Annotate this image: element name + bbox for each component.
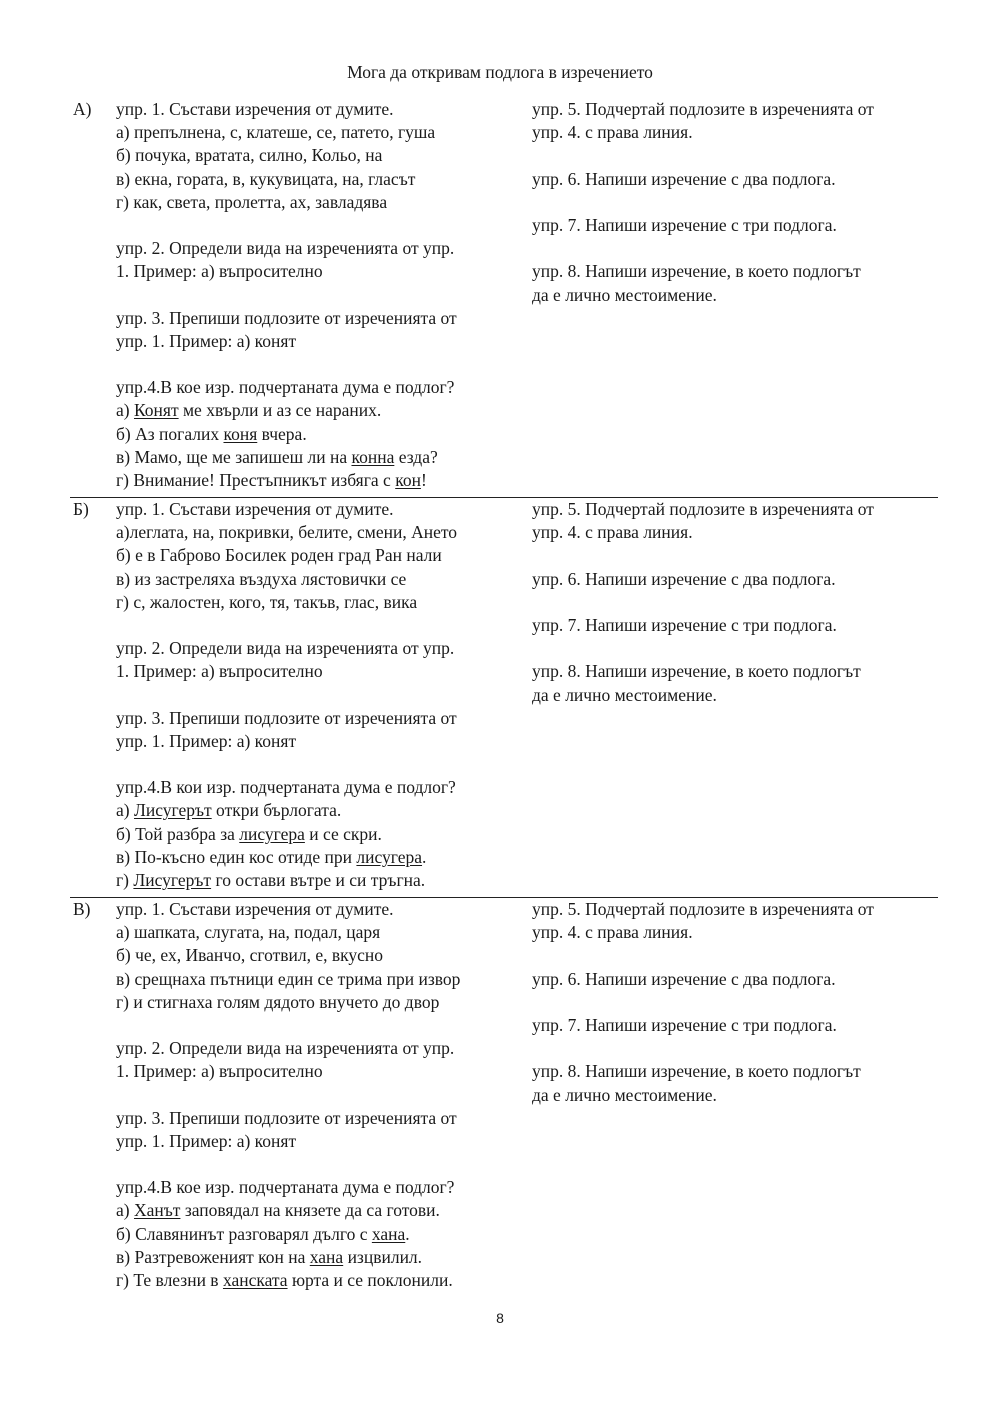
underlined-word: Лисугерът xyxy=(133,870,212,890)
text-segment: упр. 2. Определи вида на изреченията от упр. xyxy=(116,238,455,259)
text-segment: 1. Пример: а) въпросително xyxy=(116,261,323,282)
blank-line xyxy=(532,191,938,214)
text-line xyxy=(116,521,526,544)
text-segment: упр. 2. Определи вида на изреченията от упр. xyxy=(116,638,455,659)
text-line xyxy=(532,168,938,191)
left-column xyxy=(116,898,526,1292)
text-line xyxy=(532,660,938,683)
text-segment: откри бърлогата. xyxy=(211,800,342,821)
text-segment: б) Аз погалих xyxy=(116,423,224,444)
text-segment: в) екна, гората, в, кукувицата, на, гласът xyxy=(116,168,416,189)
text-segment: упр. 7. Напиши изречение с три подлога. xyxy=(532,614,837,635)
text-segment: ! xyxy=(420,470,427,490)
text-segment: изцвилил. xyxy=(343,1246,423,1267)
right-column xyxy=(532,498,938,707)
text-line xyxy=(116,121,526,144)
blank-line xyxy=(532,944,938,967)
section-b xyxy=(70,497,938,898)
blank-line xyxy=(532,1037,938,1060)
text-segment: . xyxy=(405,1223,410,1244)
text-line xyxy=(116,446,526,469)
text-segment: б) Славянинът разговарял дълго с xyxy=(116,1223,372,1244)
text-line xyxy=(116,823,526,846)
text-segment: упр.4.В кое изр. подчертаната дума е подлог? xyxy=(116,377,455,398)
text-line xyxy=(532,260,938,283)
underlined-word: кон xyxy=(395,470,421,490)
text-segment: и се скри. xyxy=(304,823,382,844)
text-line xyxy=(532,1084,938,1107)
text-segment: . xyxy=(422,846,427,867)
text-line xyxy=(116,399,526,422)
text-line xyxy=(532,1014,938,1037)
blank-line xyxy=(532,144,938,167)
text-segment: в) из застреляха въздуха лястовички се xyxy=(116,568,407,589)
text-line xyxy=(116,260,526,283)
text-segment: упр. 4. с права линия. xyxy=(532,522,693,543)
text-segment: упр. 5. Подчертай подлозите в изреченията от xyxy=(532,499,874,519)
text-segment: упр. 2. Определи вида на изреченията от упр. xyxy=(116,1038,455,1059)
text-line xyxy=(116,307,526,330)
text-line xyxy=(532,968,938,991)
text-segment: б) че, ех, Иванчо, сготвил, е, вкусно xyxy=(116,945,384,966)
text-segment: упр. 5. Подчертай подлозите в изреченията от xyxy=(532,99,874,119)
text-line xyxy=(116,1107,526,1130)
underlined-word: лисугера xyxy=(356,846,423,867)
text-line xyxy=(116,1037,526,1060)
text-segment: в) Мамо, ще ме запишеш ли на xyxy=(116,446,352,467)
section-c xyxy=(70,897,938,1298)
underlined-word: Конят xyxy=(133,400,179,421)
text-line xyxy=(116,591,526,614)
text-line xyxy=(532,684,938,707)
text-segment: упр. 1. Пример: а) конят xyxy=(116,1130,297,1151)
text-line xyxy=(532,98,938,121)
text-line xyxy=(116,921,526,944)
text-segment: упр. 7. Напиши изречение с три подлога. xyxy=(532,214,837,235)
section-label: Б) xyxy=(73,499,89,519)
text-line xyxy=(116,376,526,399)
text-segment: а) xyxy=(116,800,134,821)
text-line xyxy=(116,846,526,869)
text-line xyxy=(116,469,526,492)
text-segment: ме хвърли и аз се нараних. xyxy=(178,400,382,421)
blank-line xyxy=(532,237,938,260)
text-line xyxy=(116,1199,526,1222)
text-line xyxy=(116,776,526,799)
text-segment: а)леглата, на, покривки, белите, смени, Ането xyxy=(116,522,458,543)
blank-line xyxy=(116,353,526,376)
text-line xyxy=(532,898,938,921)
blank-line xyxy=(532,544,938,567)
text-segment: в) срещнаха пътници един се трима при извор xyxy=(116,968,461,989)
text-segment: да е лично местоимение. xyxy=(532,1084,717,1105)
text-segment: упр.4.В кои изр. подчертаната дума е подлог? xyxy=(116,777,456,798)
text-line xyxy=(116,1060,526,1083)
text-line xyxy=(116,98,526,121)
text-segment: упр. 6. Напиши изречение с два подлога. xyxy=(532,568,836,589)
underlined-word: Лисугерът xyxy=(133,800,212,821)
text-segment: г) Те влезни в xyxy=(116,1270,223,1290)
text-line xyxy=(116,568,526,591)
text-line xyxy=(116,1223,526,1246)
text-line xyxy=(116,330,526,353)
text-line xyxy=(116,1176,526,1199)
text-segment: упр. 3. Препиши подлозите от изреченията от xyxy=(116,1107,457,1128)
text-line xyxy=(116,991,526,1014)
blank-line xyxy=(532,991,938,1014)
text-segment: в) Разтревоженият кон на xyxy=(116,1246,310,1267)
section-label: В) xyxy=(73,899,91,919)
text-segment: упр. 1. Състави изречения от думите. xyxy=(116,99,394,119)
underlined-word: хана xyxy=(309,1246,344,1267)
page-number: 8 xyxy=(496,1310,504,1326)
underlined-word: хана xyxy=(371,1223,406,1244)
text-line xyxy=(116,1130,526,1153)
text-segment: упр. 1. Състави изречения от думите. xyxy=(116,899,394,919)
text-line xyxy=(532,284,938,307)
text-line xyxy=(116,1269,526,1292)
blank-line xyxy=(116,1153,526,1176)
text-line xyxy=(116,168,526,191)
text-segment: г) xyxy=(116,870,134,890)
text-line xyxy=(116,799,526,822)
text-line xyxy=(116,423,526,446)
text-segment: юрта и се поклонили. xyxy=(287,1270,453,1290)
text-segment: б) Той разбра за xyxy=(116,823,240,844)
text-line xyxy=(532,568,938,591)
text-line xyxy=(116,968,526,991)
text-segment: упр.4.В кое изр. подчертаната дума е подлог? xyxy=(116,1177,455,1198)
text-line xyxy=(116,707,526,730)
text-line xyxy=(532,614,938,637)
underlined-word: Ханът xyxy=(133,1200,181,1221)
right-column xyxy=(532,98,938,307)
text-line xyxy=(116,498,526,521)
underlined-word: ханската xyxy=(222,1270,288,1290)
text-segment: г) Внимание! Престъпникът избяга с xyxy=(116,470,396,490)
right-column xyxy=(532,898,938,1107)
text-segment: б) е в Габрово Босилек роден град Ран нали xyxy=(116,545,442,566)
left-column xyxy=(116,98,526,492)
text-line xyxy=(116,898,526,921)
text-segment: упр. 8. Напиши изречение, в което подлогът xyxy=(532,261,861,282)
text-segment: езда? xyxy=(394,446,438,467)
text-segment: упр. 5. Подчертай подлозите в изреченията от xyxy=(532,899,874,919)
text-segment: заповядал на князете да са готови. xyxy=(180,1200,440,1221)
blank-line xyxy=(116,753,526,776)
text-segment: да е лично местоимение. xyxy=(532,684,717,705)
blank-line xyxy=(116,284,526,307)
text-segment: упр. 8. Напиши изречение, в което подлогът xyxy=(532,1061,861,1082)
text-segment: а) препълнена, с, клатеше, се, патето, гуша xyxy=(116,122,436,143)
blank-line xyxy=(116,1014,526,1037)
text-segment: упр. 1. Състави изречения от думите. xyxy=(116,499,394,519)
blank-line xyxy=(116,214,526,237)
text-segment: упр. 3. Препиши подлозите от изреченията от xyxy=(116,307,457,328)
text-segment: упр. 8. Напиши изречение, в което подлогът xyxy=(532,661,861,682)
text-segment: г) и стигнаха голям дядото внучето до двор xyxy=(116,991,440,1012)
text-segment: упр. 6. Напиши изречение с два подлога. xyxy=(532,168,836,189)
text-segment: упр. 1. Пример: а) конят xyxy=(116,730,297,751)
blank-line xyxy=(116,1084,526,1107)
text-line xyxy=(116,191,526,214)
underlined-word: конна xyxy=(351,446,395,467)
text-segment: упр. 3. Препиши подлозите от изреченията от xyxy=(116,707,457,728)
text-segment: 1. Пример: а) въпросително xyxy=(116,661,323,682)
page-title: Мога да откривам подлога в изречението xyxy=(347,62,653,82)
text-line xyxy=(532,1060,938,1083)
text-segment: упр. 4. с права линия. xyxy=(532,122,693,143)
blank-line xyxy=(532,637,938,660)
text-line xyxy=(116,544,526,567)
text-segment: го остави вътре и си тръгна. xyxy=(211,870,426,890)
text-line xyxy=(116,237,526,260)
text-segment: а) шапката, слугата, на, подал, царя xyxy=(116,922,381,943)
text-line xyxy=(116,637,526,660)
text-line xyxy=(532,214,938,237)
text-segment: г) как, света, пролетта, ах, завладява xyxy=(116,191,388,212)
text-line xyxy=(532,121,938,144)
text-segment: 1. Пример: а) въпросително xyxy=(116,1061,323,1082)
left-column xyxy=(116,498,526,892)
text-line xyxy=(532,498,938,521)
text-segment: а) xyxy=(116,1200,134,1221)
underlined-word: лисугера xyxy=(239,823,305,844)
text-segment: б) почука, вратата, силно, Кольо, на xyxy=(116,145,383,166)
section-a xyxy=(70,98,938,496)
text-line xyxy=(116,730,526,753)
underlined-word: коня xyxy=(223,423,258,444)
text-segment: упр. 7. Напиши изречение с три подлога. xyxy=(532,1014,837,1035)
text-segment: упр. 1. Пример: а) конят xyxy=(116,330,297,351)
text-line xyxy=(532,921,938,944)
text-line xyxy=(116,1246,526,1269)
text-segment: в) По-късно един кос отиде при xyxy=(116,846,357,867)
text-segment: г) с, жалостен, кого, тя, такъв, глас, вика xyxy=(116,591,418,612)
blank-line xyxy=(532,591,938,614)
text-segment: а) xyxy=(116,400,134,421)
text-line xyxy=(116,660,526,683)
blank-line xyxy=(116,684,526,707)
text-segment: вчера. xyxy=(257,423,307,444)
section-label: А) xyxy=(73,99,92,119)
text-segment: упр. 4. с права линия. xyxy=(532,922,693,943)
text-segment: да е лично местоимение. xyxy=(532,284,717,305)
text-line xyxy=(532,521,938,544)
text-line xyxy=(116,944,526,967)
text-segment: упр. 6. Напиши изречение с два подлога. xyxy=(532,968,836,989)
text-line xyxy=(116,144,526,167)
text-line xyxy=(116,869,526,892)
blank-line xyxy=(116,614,526,637)
